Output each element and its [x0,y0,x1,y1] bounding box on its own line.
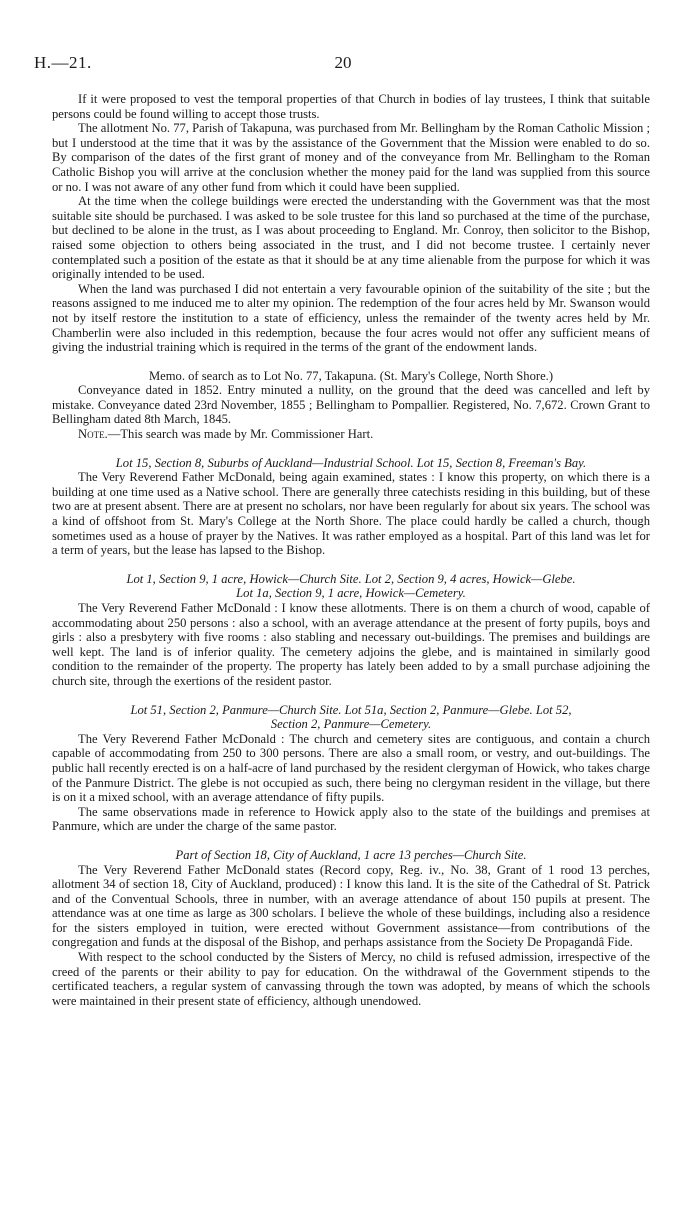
section-text-city-auckland: The Very Reverend Father McDonald states (Record copy, Reg. iv., No. 38, Grant of 1 rood 13 perches, allotment 34 of section 18, City of Auckland, produced) : I know this land. It is the site of the Cathedral of St. Patrick and of the Conventual Schools, three in number, with an average attendance of about 150 pupils at present. The attendance was at one time as large as 300 scholars. I believe the whole of these buildings, including also a residence for the sisters employed in tuition, were erected without Government assistance—from contributions of the congregation and funds at the disposal of the Bishop, and perhaps assistance from the Society De Propagandâ Fide. [52,862,650,950]
section-heading-panmure-line2: Section 2, Panmure—Cemetery. [270,717,432,732]
page-number: 20 [334,53,352,72]
page-header [34,53,652,78]
section-text-freemans-bay: The Very Reverend Father McDonald, being again examined, states : I know this property, on which there is a building at one time used as a Native school. There are generally three catechists residing in this building, but of these two are at present absent. There are at present no scholars, nor have been regularly for about six years. The school was a kind of offshoot from St. Mary's College at the North Shore. The place could hardly be called a church, though sometimes used as a house of prayer by the Natives. It was rather employed as a hospital. Part of this land was let for a term of years, but the lease has lapsed to the Bishop. [52,470,650,558]
note-paragraph [52,427,650,442]
note-label: Note. [78,427,108,442]
memo-text: Conveyance dated in 1852. Entry minuted a nullity, on the ground that the deed was cancelled and left by mistake. Conveyance dated 23rd November, 1855 ; Bellingham to Pompallier. Registered, No. 7,672. Crown Grant to Bellingham dated 8th March, 1845. [52,383,650,427]
section-heading-howick-line2: Lot 1a, Section 9, 1 acre, Howick—Cemetery. [236,586,466,601]
document-reference: H.—21. [34,53,92,72]
section-heading-city-auckland: Part of Section 18, City of Auckland, 1 acre 13 perches—Church Site. [175,847,527,862]
paragraph-college-buildings: At the time when the college buildings were erected the understanding with the Government was that the most suitable site should be purchased. I was asked to be sole trustee for this land so purchased at the time of the purchase, but declined to be alone in the trust, as I was about proceeding to England. Mr. Conroy, then solicitor to the Bishop, raised some objection to others being associated in the trust, and I did not become trustee. I certainly never contemplated such a position of the estate as that it should be at any time alienable from the purpose for which it was originally intended to be used. [52,194,650,282]
section-heading-howick-line1: Lot 1, Section 9, 1 acre, Howick—Church Site. Lot 2, Section 9, 4 acres, Howick—Glebe. [126,571,576,586]
section-heading-freemans-bay: Lot 15, Section 8, Suburbs of Auckland—Industrial School. Lot 15, Section 8, Freeman's Bay. [115,455,587,470]
section-heading-panmure-line1: Lot 51, Section 2, Panmure—Church Site. Lot 51a, Section 2, Panmure—Glebe. Lot 52, [130,702,572,717]
memo-heading: Memo. of search as to Lot No. 77, Takapuna. (St. Mary's College, North Shore.) [148,368,554,383]
page-body [52,92,650,1008]
paragraph-allotment-77: The allotment No. 77, Parish of Takapuna, was purchased from Mr. Bellingham by the Roman Catholic Mission ; but I understood at the time that it was by the assistance of the Government that the Mission were enabled to do so. By comparison of the dates of the first grant of money and of the conveyance from Mr. Bellingham to the Roman Catholic Bishop you will arrive at the conclusion whether the money paid for the land was supplied from this source or no. I was not aware of any other fund from which it could have been supplied. [52,121,650,194]
section-text-sisters-of-mercy: With respect to the school conducted by the Sisters of Mercy, no child is refused admission, irrespective of the creed of the parents or their ability to pay for education. On the withdrawal of the Government stipends to the certificated teachers, a regular system of canvassing through the town was adopted, by means of which the schools were maintained in their present state of efficiency, although unendowed. [52,950,650,1008]
note-text: —This search was made by Mr. Commissioner Hart. [107,427,374,442]
section-text-panmure: The Very Reverend Father McDonald : The church and cemetery sites are contiguous, and contain a church capable of accommodating from 250 to 300 persons. There are also a small room, or vestry, and out-buildings. The public hall recently erected is on a half-acre of land purchased by the resident clergyman of Howick, who takes charge of the Panmure District. The glebe is not occupied as such, there being no clergyman resident in the village, but there is on it a mixed school, with an average attendance of fifty pupils. [52,731,650,805]
paragraph-lay-trustees: If it were proposed to vest the temporal properties of that Church in bodies of lay trustees, I think that suitable persons could be found willing to accept those trusts. [52,92,650,121]
section-text-howick: The Very Reverend Father McDonald : I know these allotments. There is on them a church of wood, capable of accommodating about 250 persons : also a school, with an average attendance at the present of forty pupils, boys and girls : also a presbytery with five rooms : also stabling and necessary out-buildings. The premises and buildings are well kept. The land is of inferior quality. The cemetery adjoins the glebe, and is maintained in similarly good condition to the remainder of the property. The property has lately been added to by a small purchase adjoining the church site, through the exertions of the resident pastor. [52,601,650,688]
section-text-panmure-observations: The same observations made in reference to Howick apply also to the state of the buildings and premises at Panmure, which are under the charge of the same pastor. [52,804,650,834]
paragraph-land-suitability: When the land was purchased I did not entertain a very favourable opinion of the suitability of the site ; but the reasons assigned to me induced me to alter my opinion. The redemption of the four acres held by Mr. Swanson would not by itself restore the institution to a state of efficiency, unless the remainder of the twenty acres held by Mr. Chamberlin were also included in this redemption, because the four acres would not offer any sufficient means of giving the industrial training which is required in the terms of the grant of the endowment lands. [52,281,650,355]
